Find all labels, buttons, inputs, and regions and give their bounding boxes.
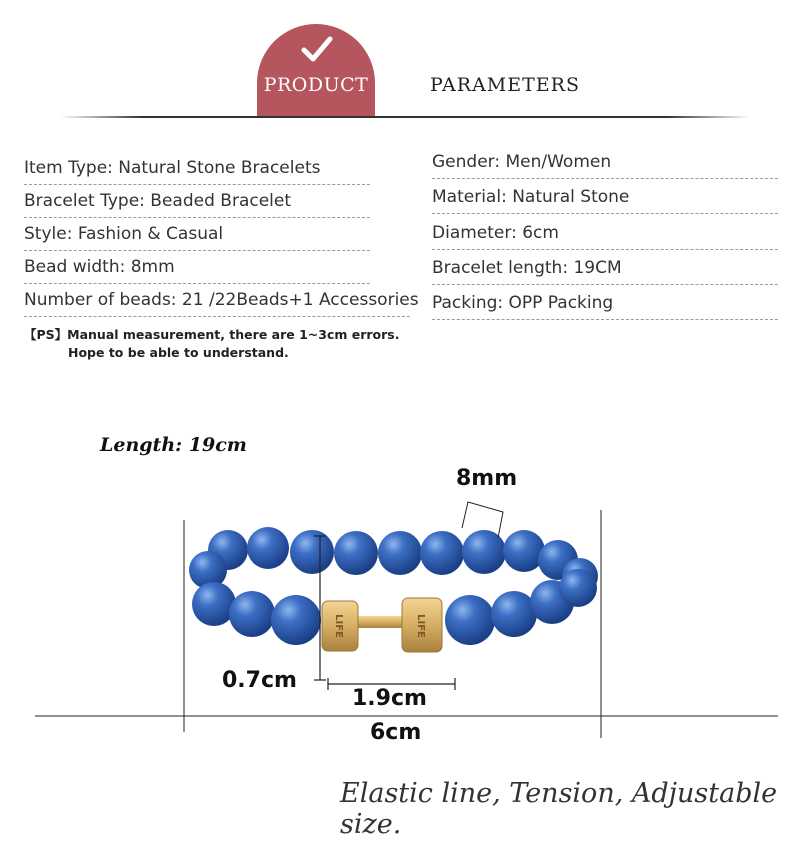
back-bead-row [189,527,598,594]
header-divider [60,116,750,118]
checkmark-icon [300,34,334,64]
tagline: Elastic line, Tension, Adjustable size. [340,778,778,840]
charm-engraving-right: LIFE [415,614,426,638]
spec-bracelet-length: Bracelet length: 19CM [432,258,778,285]
note-line-1: 【PS】Manual measurement, there are 1~3cm errors. [24,327,400,342]
bracelet-diagram [0,480,800,760]
spec-number-of-beads: Number of beads: 21 /22Beads+1 Accessories [24,290,410,317]
spec-bracelet-type: Bracelet Type: Beaded Bracelet [24,191,370,218]
bead-size-label: 8mm [456,466,518,491]
height-label: 0.7cm [222,668,297,693]
front-bead-row [192,569,597,645]
spec-gender: Gender: Men/Women [432,152,778,179]
spec-diameter: Diameter: 6cm [432,223,778,250]
measurement-note [24,326,399,362]
diameter-label: 6cm [370,720,422,745]
note-line-2: Hope to be able to understand. [68,345,289,360]
section-title: PARAMETERS [430,74,580,96]
charm-engraving-left: LIFE [333,614,344,638]
spec-style: Style: Fashion & Casual [24,224,370,251]
dumbbell-charm [322,598,442,652]
spec-item-type: Item Type: Natural Stone Bracelets [24,158,370,185]
spec-bead-width: Bead width: 8mm [24,257,370,284]
badge-label: PRODUCT [263,74,369,96]
length-label: Length: 19cm [100,434,247,456]
spec-material: Material: Natural Stone [432,187,778,214]
charm-width-label: 1.9cm [352,686,427,711]
spec-packing: Packing: OPP Packing [432,293,778,320]
